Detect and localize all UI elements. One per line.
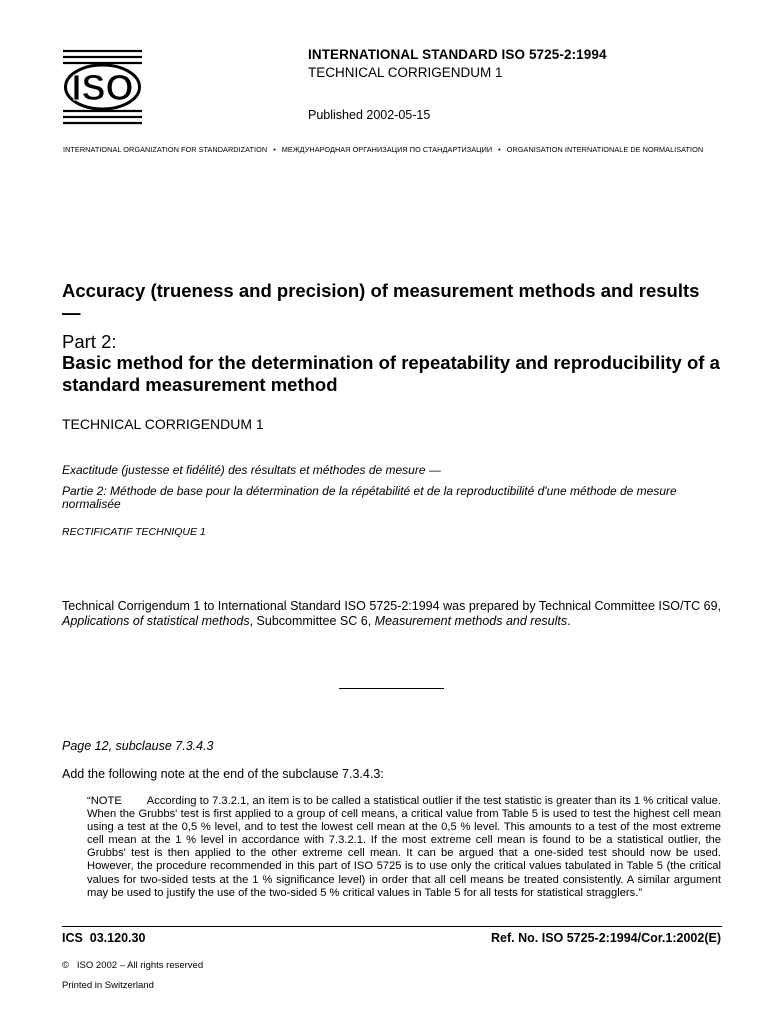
logo-text: ISO xyxy=(71,67,134,108)
corrigendum-label: TECHNICAL CORRIGENDUM 1 xyxy=(62,416,264,432)
french-corrigendum: RECTIFICATIF TECHNIQUE 1 xyxy=(62,526,206,538)
org-name-en: INTERNATIONAL ORGANIZATION FOR STANDARDIZATION xyxy=(63,145,268,154)
organization-line xyxy=(63,145,723,154)
bullet-icon: • xyxy=(498,145,501,154)
ics-code: ICS 03.120.30 xyxy=(62,931,146,945)
org-name-fr: ORGANISATION INTERNATIONALE DE NORMALISATION xyxy=(506,145,704,154)
header-corrigendum: TECHNICAL CORRIGENDUM 1 xyxy=(308,65,503,80)
french-title: Exactitude (justesse et fidélité) des résultats et méthodes de mesure — xyxy=(62,463,441,477)
document-title: Accuracy (trueness and precision) of measurement methods and results — xyxy=(62,280,700,323)
footer-rule xyxy=(62,926,722,927)
note-label: “NOTE xyxy=(87,795,122,807)
reference-number: Ref. No. ISO 5725-2:1994/Cor.1:2002(E) xyxy=(491,931,721,945)
part-label: Part 2: xyxy=(62,331,117,352)
org-name-ru: МЕЖДУНАРОДНАЯ ОРГАНИЗАЦИЯ ПО СТАНДАРТИЗАЦИИ xyxy=(281,145,493,154)
note-block xyxy=(87,795,721,900)
separator-line xyxy=(339,688,444,689)
document-subtitle: Basic method for the determination of repeatability and reproducibility of a standard measurement method xyxy=(62,352,720,395)
intro-paragraph: Technical Corrigendum 1 to International Standard ISO 5725-2:1994 was prepared by Technical Committee ISO/TC 69, Applications of statistical methods, Subcommittee SC 6, Measurement methods and results. xyxy=(62,599,721,628)
change-instruction: Add the following note at the end of the subclause 7.3.4.3: xyxy=(62,767,384,781)
published-date: Published 2002-05-15 xyxy=(308,108,431,122)
iso-logo xyxy=(63,47,142,127)
printed-location: Printed in Switzerland xyxy=(62,980,154,991)
change-location: Page 12, subclause 7.3.4.3 xyxy=(62,739,214,753)
french-part: Partie 2: Méthode de base pour la détermination de la répétabilité et de la reproductibilité d'une méthode de mesure normalisée xyxy=(62,484,677,511)
subcommittee-title: Measurement methods and results xyxy=(374,613,568,628)
committee-title: Applications of statistical methods xyxy=(62,613,250,628)
note-text: According to 7.3.2.1, an item is to be called a statistical outlier if the test statistic is greater than its 1 % critical value. When the Grubbs' test is first applied to a group of cell means, a critical value from Table 5 is used to test the highest cell mean using a test at the 0,5 % level, and to test the lowest cell mean at the 0,5 % level. This amounts to a test of the most extreme cell mean at the 1 % level in accordance with 7.3.2.1. If the most extreme cell mean is found to be a statistical outlier, the Grubbs' test is then applied to the other extreme cell mean. It can be argued that a one-sided test should now be used. However, the procedure recommended in this part of ISO 5725 is to use only the critical values tabulated in Table 5 (the critical values for two-sided tests at the 1 % significance level) in order that all cell means be treated consistently. A similar argument may be used to justify the use of the two-sided 5 % critical values in Table 5 for all tests for statistical stragglers.” xyxy=(87,795,721,899)
copyright: © ISO 2002 – All rights reserved xyxy=(62,960,204,971)
bullet-icon: • xyxy=(273,145,276,154)
standard-number: INTERNATIONAL STANDARD ISO 5725-2:1994 xyxy=(308,47,607,62)
